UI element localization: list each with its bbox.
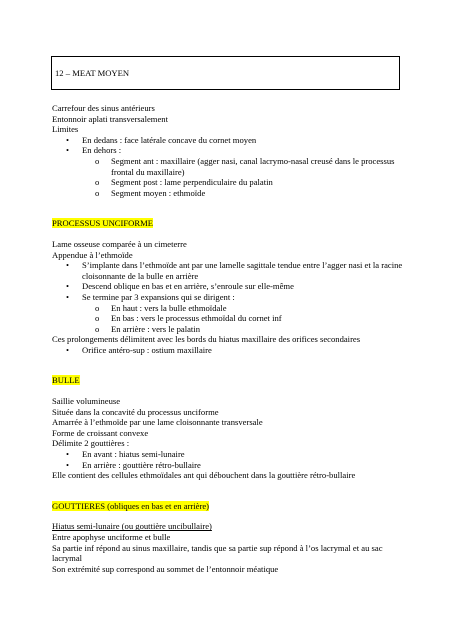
list-item: • Descend oblique en bas et en arrière, s’enroule sur elle-même xyxy=(66,281,294,292)
bullet-icon: • xyxy=(66,459,70,470)
text-line: Lame osseuse comparée à un cimeterre xyxy=(52,238,187,249)
sub-bullet-list xyxy=(52,303,404,335)
bullet-list xyxy=(52,345,404,356)
bullet-icon: • xyxy=(66,344,70,355)
sub-bullet-list xyxy=(52,156,404,198)
text-line: Sa partie inf répond au sinus maxillaire, tandis que sa partie sup répond à l’os lacrymal et au sac lacrymal xyxy=(52,542,383,564)
sub-list-item: o En arrière : vers le palatin xyxy=(95,323,200,334)
subsection-heading: Hiatus semi-lunaire (ou gouttière uncibullaire) xyxy=(52,521,212,532)
sub-list-item: o En haut : vers la bulle ethmoïdale xyxy=(95,302,227,313)
text-line: Ces prolongements délimitent avec les bords du hiatus maxillaire des orifices secondaires xyxy=(52,334,361,345)
list-item: • En arrière : gouttière rétro-bullaire xyxy=(66,459,201,470)
list-item: • En dehors : xyxy=(66,145,122,156)
circle-bullet-icon: o xyxy=(95,313,100,324)
text-line: Délimite 2 gouttières : xyxy=(52,438,130,449)
section-heading: PROCESSUS UNCIFORME xyxy=(52,218,154,229)
sub-list-item: o Segment moyen : ethmoïde xyxy=(95,187,206,198)
bullet-icon: • xyxy=(66,449,70,460)
section-heading: GOUTTIERES (obliques en bas et en arrière) xyxy=(52,500,210,511)
text-line: Entonnoir aplati transversalement xyxy=(52,113,168,124)
list-item: • En dedans : face latérale concave du cornet moyen xyxy=(66,134,257,145)
text-line: Limites xyxy=(52,124,79,135)
list-item: • S’implante dans l’ethmoïde ant par une lamelle sagittale tendue entre l’agger nasi et la racine cloisonnante de la bulle en arrière xyxy=(66,260,403,281)
text-line: Forme de croissant convexe xyxy=(52,427,149,438)
list-item: • Se termine par 3 expansions qui se dirigent : xyxy=(66,291,235,302)
bullet-icon: • xyxy=(66,134,70,145)
circle-bullet-icon: o xyxy=(95,302,100,313)
text-line: Située dans la concavité du processus unciforme xyxy=(52,406,219,417)
text-line: Elle contient des cellules ethmoïdales ant qui débouchent dans la gouttière rétro-bullaire xyxy=(52,470,356,481)
page-title: 12 – MEAT MOYEN xyxy=(55,68,130,78)
bullet-icon: • xyxy=(66,281,70,292)
sub-list-item: o Segment post : lame perpendiculaire du palatin xyxy=(95,177,273,188)
list-item: • En avant : hiatus semi-lunaire xyxy=(66,449,185,460)
circle-bullet-icon: o xyxy=(95,177,100,188)
bullet-list xyxy=(52,449,404,470)
sub-list-item: o En bas : vers le processus ethmoïdal du cornet inf xyxy=(95,313,282,324)
bullet-icon: • xyxy=(66,260,70,271)
bullet-list xyxy=(52,260,404,302)
text-line: Appendue à l’ethmoïde xyxy=(52,249,133,260)
section-heading: BULLE xyxy=(52,375,80,386)
list-item: • Orifice antéro-sup : ostium maxillaire xyxy=(66,344,212,355)
text-line: Saillie volumineuse xyxy=(52,396,121,407)
text-line: Amarrée à l’ethmoïde par une lame cloisonnante transversale xyxy=(52,417,263,428)
circle-bullet-icon: o xyxy=(95,187,100,198)
document-body xyxy=(52,103,404,574)
text-line: Carrefour des sinus antérieurs xyxy=(52,103,155,113)
text-line: Son extrémité sup correspond au sommet de l’entonnoir méatique xyxy=(52,563,279,574)
bullet-icon: • xyxy=(66,145,70,156)
circle-bullet-icon: o xyxy=(95,323,100,334)
text-line: Entre apophyse unciforme et bulle xyxy=(52,532,171,542)
bullet-list xyxy=(52,135,404,156)
circle-bullet-icon: o xyxy=(95,155,100,166)
bullet-icon: • xyxy=(66,291,70,302)
title-box xyxy=(51,56,400,90)
sub-list-item: o Segment ant : maxillaire (agger nasi, canal lacrymo-nasal creusé dans le processus frontal du maxillaire) xyxy=(95,155,395,177)
